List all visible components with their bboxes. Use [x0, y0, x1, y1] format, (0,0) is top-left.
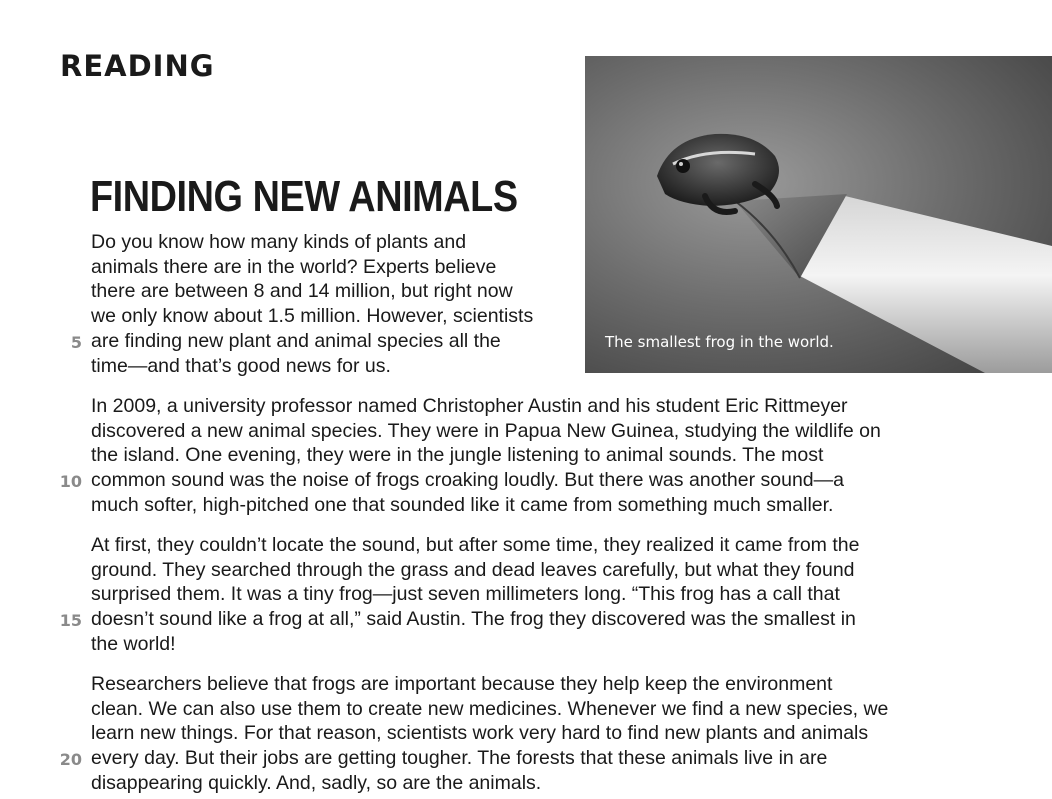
text-line: [91, 632, 859, 657]
text-line: [91, 771, 888, 796]
line-number: 20: [59, 750, 82, 770]
frog-on-pencil-illustration: [585, 56, 1052, 373]
line-text: common sound was the noise of frogs croaking loudly. But there was another sound—a: [91, 469, 844, 492]
text-line: [91, 304, 533, 329]
text-line: [91, 255, 533, 280]
line-text: clean. We can also use them to create new medicines. Whenever we find a new species, we: [91, 697, 889, 720]
article-photo: [585, 56, 1052, 373]
line-text: In 2009, a university professor named Christopher Austin and his student Eric Rittmeyer: [91, 395, 848, 417]
text-line: [91, 558, 859, 583]
line-text: the world!: [91, 632, 176, 655]
text-line: [91, 354, 533, 379]
line-text: Do you know how many kinds of plants and: [91, 231, 467, 253]
text-line: [91, 672, 888, 697]
line-number: 15: [59, 611, 82, 631]
line-text: every day. But their jobs are getting tougher. The forests that these animals live in are: [91, 747, 828, 770]
paragraph-2: [59, 394, 881, 518]
section-label: READING: [60, 49, 215, 83]
text-line: [91, 394, 881, 419]
text-line: [70, 329, 533, 354]
line-text: animals there are in the world? Experts believe: [91, 255, 497, 278]
line-text: there are between 8 and 14 million, but right now: [91, 280, 513, 303]
line-text: we only know about 1.5 million. However, scientists: [91, 305, 534, 328]
paragraph-4: [59, 672, 889, 796]
line-text: much softer, high-pitched one that sounded like it came from something much smaller.: [91, 493, 834, 516]
paragraph-1: [70, 230, 534, 378]
line-text: surprised them. It was a tiny frog—just seven millimeters long. “This frog has a call that: [91, 583, 840, 606]
article-title: FINDING NEW ANIMALS: [90, 172, 518, 221]
text-line: [59, 746, 888, 771]
text-line: [91, 533, 859, 558]
photo-caption: The smallest frog in the world.: [605, 333, 834, 351]
text-line: [91, 419, 881, 444]
line-number: 10: [59, 472, 82, 492]
text-line: [59, 607, 859, 632]
text-line: [59, 468, 881, 493]
line-text: doesn’t sound like a frog at all,” said Austin. The frog they discovered was the smallest in: [91, 608, 856, 631]
line-text: At first, they couldn’t locate the sound, but after some time, they realized it came from the: [91, 534, 860, 556]
line-text: discovered a new animal species. They were in Papua New Guinea, studying the wildlife on: [91, 419, 881, 442]
text-line: [91, 443, 881, 468]
line-text: ground. They searched through the grass and dead leaves carefully, but what they found: [91, 558, 855, 581]
text-line: [91, 279, 533, 304]
text-line: [91, 230, 533, 255]
line-text: Researchers believe that frogs are important because they help keep the environment: [91, 673, 833, 695]
line-text: time—and that’s good news for us.: [91, 354, 391, 377]
line-text: disappearing quickly. And, sadly, so are the animals.: [91, 771, 542, 794]
line-number: 5: [70, 332, 82, 352]
text-line: [91, 582, 859, 607]
line-text: the island. One evening, they were in the jungle listening to animal sounds. The most: [91, 444, 824, 467]
paragraph-3: [59, 533, 860, 657]
text-line: [91, 697, 888, 722]
text-line: [91, 493, 881, 518]
text-line: [91, 721, 888, 746]
line-text: are finding new plant and animal species all the: [91, 329, 501, 352]
line-text: learn new things. For that reason, scientists work very hard to find new plants and animals: [91, 722, 869, 745]
